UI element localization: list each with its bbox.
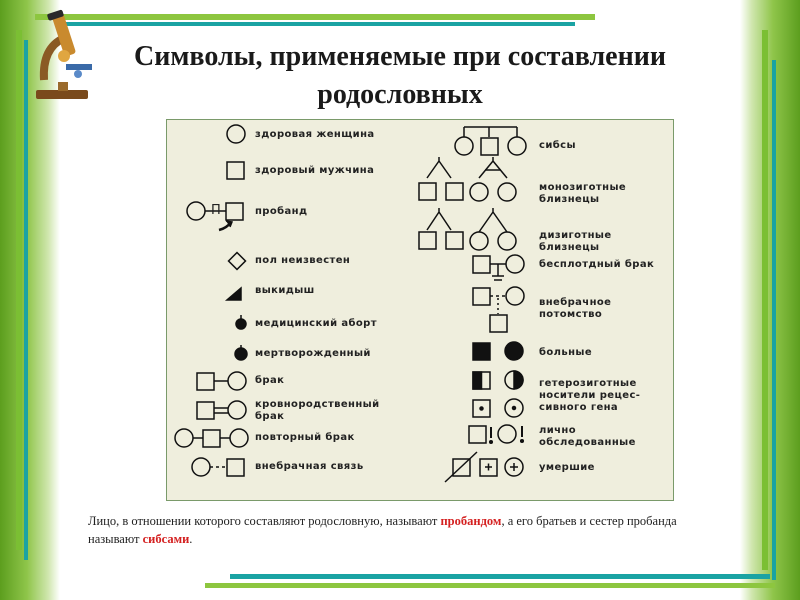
slide-title — [90, 38, 710, 114]
title-line-2: родословных — [317, 79, 483, 110]
definition-caption — [88, 512, 728, 548]
label-carriers-3: сивного гена — [539, 402, 619, 413]
right-teal-bar — [772, 60, 776, 580]
label-stillborn: мертворожденный — [255, 348, 371, 359]
bottom-teal-stripe — [230, 574, 770, 579]
pedigree-symbols-panel — [166, 119, 674, 501]
marriage-symbol — [197, 372, 246, 390]
label-healthy-male: здоровый мужчина — [255, 165, 375, 176]
label-illegit-1: внебрачное — [539, 297, 612, 308]
label-dz-2: близнецы — [539, 242, 600, 253]
label-affected: больные — [539, 347, 593, 358]
label-proband: пробанд — [255, 206, 308, 217]
label-healthy-female: здоровая женщина — [255, 129, 375, 140]
affected-symbol — [473, 342, 523, 360]
deceased-symbol — [445, 452, 523, 482]
siblings-symbol — [455, 127, 526, 155]
illegitimate-offspring-symbol — [473, 287, 524, 332]
caption-text-2: , а его братьев и сестер пробанда называют — [88, 514, 677, 546]
heterozygous-carrier-symbol — [473, 371, 523, 389]
left-green-bar — [16, 30, 22, 550]
label-marriage: брак — [255, 375, 285, 386]
proband-letter: П — [211, 203, 222, 218]
label-siblings: сибсы — [539, 140, 576, 151]
label-extramarital: внебрачная связь — [255, 461, 364, 472]
examined-symbol — [469, 425, 523, 443]
healthy-female-symbol — [227, 125, 245, 143]
label-examined-2: обследованные — [539, 437, 636, 448]
label-consanguineous-1: кровнородственный — [255, 399, 380, 410]
label-carriers-2: носители рецес- — [539, 390, 641, 401]
top-teal-stripe — [55, 22, 575, 26]
label-examined-1: лично — [539, 425, 576, 436]
remarriage-symbol — [175, 429, 248, 447]
title-line-1: Символы, применяемые при составлении — [133, 41, 667, 72]
proband-highlight: пробандом — [440, 514, 502, 528]
label-consanguineous-2: брак — [255, 411, 285, 422]
carrier-dot-symbol — [473, 399, 523, 417]
sibs-highlight: сибсами — [142, 532, 190, 546]
label-deceased: умершие — [539, 462, 595, 473]
left-teal-bar — [24, 40, 28, 560]
label-mz-1: монозиготные — [539, 182, 627, 193]
label-medical-abortion: медицинский аборт — [255, 318, 377, 329]
healthy-male-symbol — [227, 162, 244, 179]
bottom-green-stripe — [205, 583, 775, 588]
label-miscarriage: выкидыш — [255, 285, 315, 296]
label-dz-1: дизиготные — [539, 230, 612, 241]
microscope-icon — [28, 8, 98, 104]
right-green-bar — [762, 30, 768, 570]
monozygotic-twins-symbol — [419, 157, 516, 201]
extramarital-symbol — [192, 458, 244, 476]
right-green-border — [740, 0, 800, 600]
medical-abortion-symbol — [236, 315, 246, 329]
label-sex-unknown: пол неизвестен — [255, 255, 351, 266]
label-illegit-2: потомство — [539, 309, 603, 320]
dizygotic-twins-symbol — [419, 208, 516, 250]
label-mz-2: близнецы — [539, 194, 600, 205]
top-green-stripe — [35, 14, 595, 20]
caption-text-1: Лицо, в отношении которого составляют родословную, называют — [88, 514, 441, 528]
label-remarriage: повторный брак — [255, 432, 355, 443]
caption-text-3: . — [189, 532, 193, 546]
consanguineous-marriage-symbol — [197, 401, 246, 419]
childless-marriage-symbol — [473, 255, 524, 280]
label-carriers-1: гетерозиготные — [539, 378, 637, 389]
sex-unknown-symbol — [229, 253, 246, 270]
label-childless: бесплотдный брак — [539, 259, 655, 270]
stillborn-symbol — [235, 345, 247, 360]
miscarriage-symbol — [227, 288, 241, 300]
